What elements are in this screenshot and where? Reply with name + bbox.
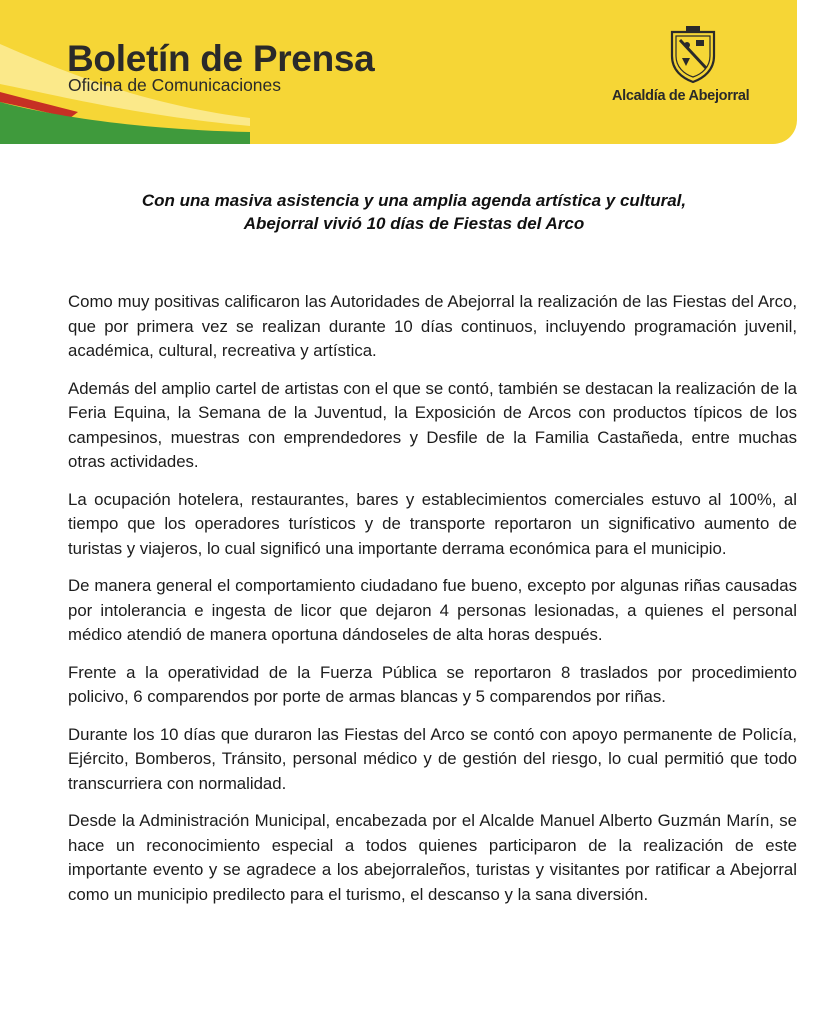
bulletin-title: Boletín de Prensa [67, 38, 375, 79]
header-banner [0, 0, 797, 144]
paragraph: Durante los 10 días que duraron las Fiestas del Arco se contó con apoyo permanente de Policía, Ejército, Bomberos, Tránsito, personal médico y de gestión del riesgo, lo cual permitió que todo transcurriera con normalidad. [68, 724, 797, 793]
article-headline [80, 189, 748, 235]
headline-line-2: Abejorral vivió 10 días de Fiestas del Arco [243, 214, 585, 233]
organization-name: Alcaldía de Abejorral [612, 88, 750, 104]
paragraph: De manera general el comportamiento ciudadano fue bueno, excepto por algunas riñas causadas por intolerancia e ingesta de licor que dejaron 4 personas lesionadas, a quienes el personal médico atendió de manera oportuna dándoseles de alta horas después. [68, 576, 797, 644]
paragraph: Desde la Administración Municipal, encabezada por el Alcalde Manuel Alberto Guzmán Marín, se hace un reconocimiento especial a todos quienes participaron de la realización de este importante evento y se agradece a los abejorraleños, turistas y visitantes por ratificar a Abejorral como un municipio predilecto para el turismo, el descanso y la sana diversión. [68, 811, 797, 904]
article-body [68, 290, 797, 920]
paragraph: Además del amplio cartel de artistas con el que se contó, también se destacan la realización de la Feria Equina, la Semana de la Juventud, la Exposición de Arcos con productos típicos de los campesinos, muestras con emprendedores y Desfile de la Familia Castañeda, entre muchas otras actividades. [68, 378, 797, 471]
paragraph: La ocupación hotelera, restaurantes, bares y establecimientos comerciales estuvo al 100%, al tiempo que los operadores turísticos y de transporte reportaron un significativo aumento de turistas y viajeros, lo cual significó una importante derrama económica para el municipio. [68, 489, 797, 558]
coat-of-arms-icon [666, 26, 720, 84]
paragraph: Frente a la operatividad de la Fuerza Pública se reportaron 8 traslados por procedimiento policivo, 6 comparendos por porte de armas blancas y 5 comparendos por riñas. [68, 662, 797, 706]
paragraph: Como muy positivas calificaron las Autoridades de Abejorral la realización de las Fiestas del Arco, que por primera vez se realizan durante 10 días continuos, incluyendo programación juvenil, académica, cultural, recreativa y artística. [68, 292, 797, 360]
headline-line-1: Con una masiva asistencia y una amplia agenda artística y cultural, [141, 191, 687, 210]
bulletin-subtitle: Oficina de Comunicaciones [68, 75, 282, 95]
